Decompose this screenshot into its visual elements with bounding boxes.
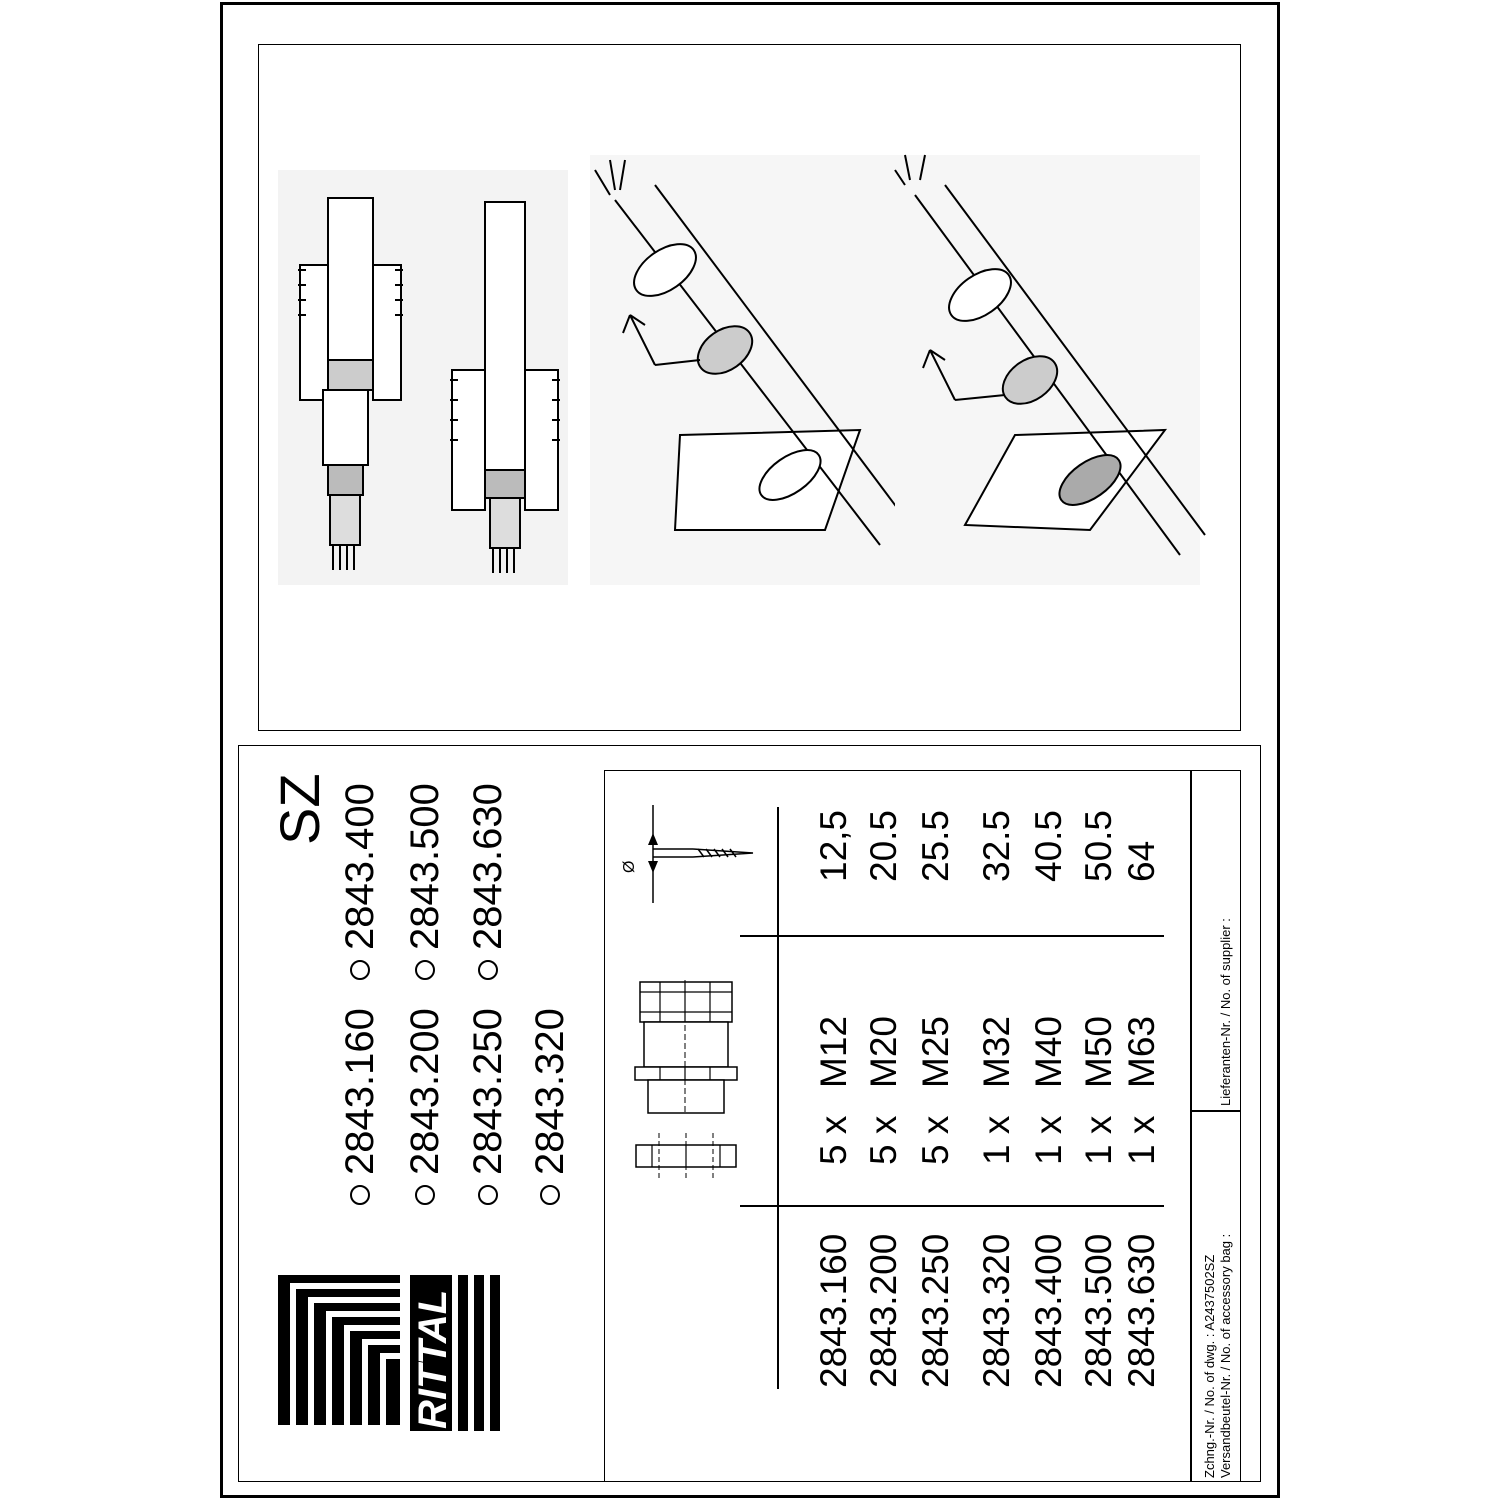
table-divider	[740, 935, 1164, 937]
table-row-diameter: 50.5	[1078, 809, 1119, 882]
cable-gland-assembly-drawing-plain	[590, 155, 895, 585]
cable-gland-section-drawing-2	[440, 200, 575, 580]
table-row-thread: M63	[1121, 1016, 1162, 1088]
drill-diameter-icon	[618, 805, 758, 905]
table-row-model: 2843.200	[863, 1233, 904, 1388]
table-row-diameter: 64	[1121, 840, 1162, 882]
radio-circle-icon	[540, 1185, 560, 1205]
product-title: SZ	[268, 773, 331, 845]
table-row-model: 2843.250	[915, 1233, 956, 1388]
table-row-quantity: 5 x	[813, 1115, 854, 1165]
table-row-diameter: 12,5	[813, 809, 854, 882]
drawing-number-label: Zchng.-Nr. / No. of dwg. : A2437502SZ	[1202, 1254, 1217, 1478]
selection-number: 2843.400	[338, 783, 382, 950]
selection-number: 2843.320	[528, 1008, 572, 1175]
selection-option[interactable]	[468, 1008, 508, 1205]
selection-option[interactable]	[340, 1008, 380, 1205]
cable-gland-icon	[630, 980, 740, 1115]
selection-option[interactable]	[405, 783, 445, 980]
table-divider	[1190, 1110, 1241, 1112]
selection-option[interactable]	[340, 783, 380, 980]
table-row-thread: M40	[1028, 1016, 1069, 1088]
radio-circle-icon	[415, 1185, 435, 1205]
selection-number: 2843.160	[338, 1008, 382, 1175]
table-row-diameter: 32.5	[976, 809, 1017, 882]
table-row-model: 2843.630	[1121, 1233, 1162, 1388]
diameter-symbol: Ø	[621, 860, 638, 873]
selection-number: 2843.200	[403, 1008, 447, 1175]
rittal-logo	[278, 1275, 500, 1431]
table-row-quantity: 1 x	[976, 1115, 1017, 1165]
table-row-diameter: 40.5	[1028, 809, 1069, 882]
radio-circle-icon	[478, 1185, 498, 1205]
table-row-thread: M20	[863, 1016, 904, 1088]
selection-option[interactable]	[530, 1008, 570, 1205]
table-row-quantity: 1 x	[1121, 1115, 1162, 1165]
selection-number: 2843.250	[466, 1008, 510, 1175]
table-divider	[1190, 770, 1192, 1482]
table-row-model: 2843.500	[1078, 1233, 1119, 1388]
table-row-diameter: 20.5	[863, 809, 904, 882]
radio-circle-icon	[415, 960, 435, 980]
table-row-model: 2843.400	[1028, 1233, 1069, 1388]
supplier-number-label: Lieferanten-Nr. / No. of supplier :	[1218, 918, 1233, 1106]
table-row-quantity: 5 x	[915, 1115, 956, 1165]
table-row-thread: M50	[1078, 1016, 1119, 1088]
table-row-quantity: 1 x	[1028, 1115, 1069, 1165]
radio-circle-icon	[350, 1185, 370, 1205]
table-row-thread: M12	[813, 1016, 854, 1088]
selection-number: 2843.630	[466, 783, 510, 950]
radio-circle-icon	[350, 960, 370, 980]
locknut-icon	[632, 1133, 742, 1178]
radio-circle-icon	[478, 960, 498, 980]
table-row-quantity: 5 x	[863, 1115, 904, 1165]
table-divider	[777, 807, 779, 1389]
cable-gland-assembly-drawing-shielded	[895, 155, 1200, 585]
selection-number: 2843.500	[403, 783, 447, 950]
table-row-diameter: 25.5	[915, 809, 956, 882]
logo-text: RITTAL	[411, 1289, 455, 1429]
table-row-thread: M32	[976, 1016, 1017, 1088]
table-row-model: 2843.320	[976, 1233, 1017, 1388]
table-row-thread: M25	[915, 1016, 956, 1088]
selection-option[interactable]	[468, 783, 508, 980]
table-row-model: 2843.160	[813, 1233, 854, 1388]
accessory-bag-number-label: Versandbeutel-Nr. / No. of accessory bag :	[1218, 1233, 1233, 1478]
table-divider	[740, 1205, 1164, 1207]
table-row-quantity: 1 x	[1078, 1115, 1119, 1165]
selection-option[interactable]	[405, 1008, 445, 1205]
